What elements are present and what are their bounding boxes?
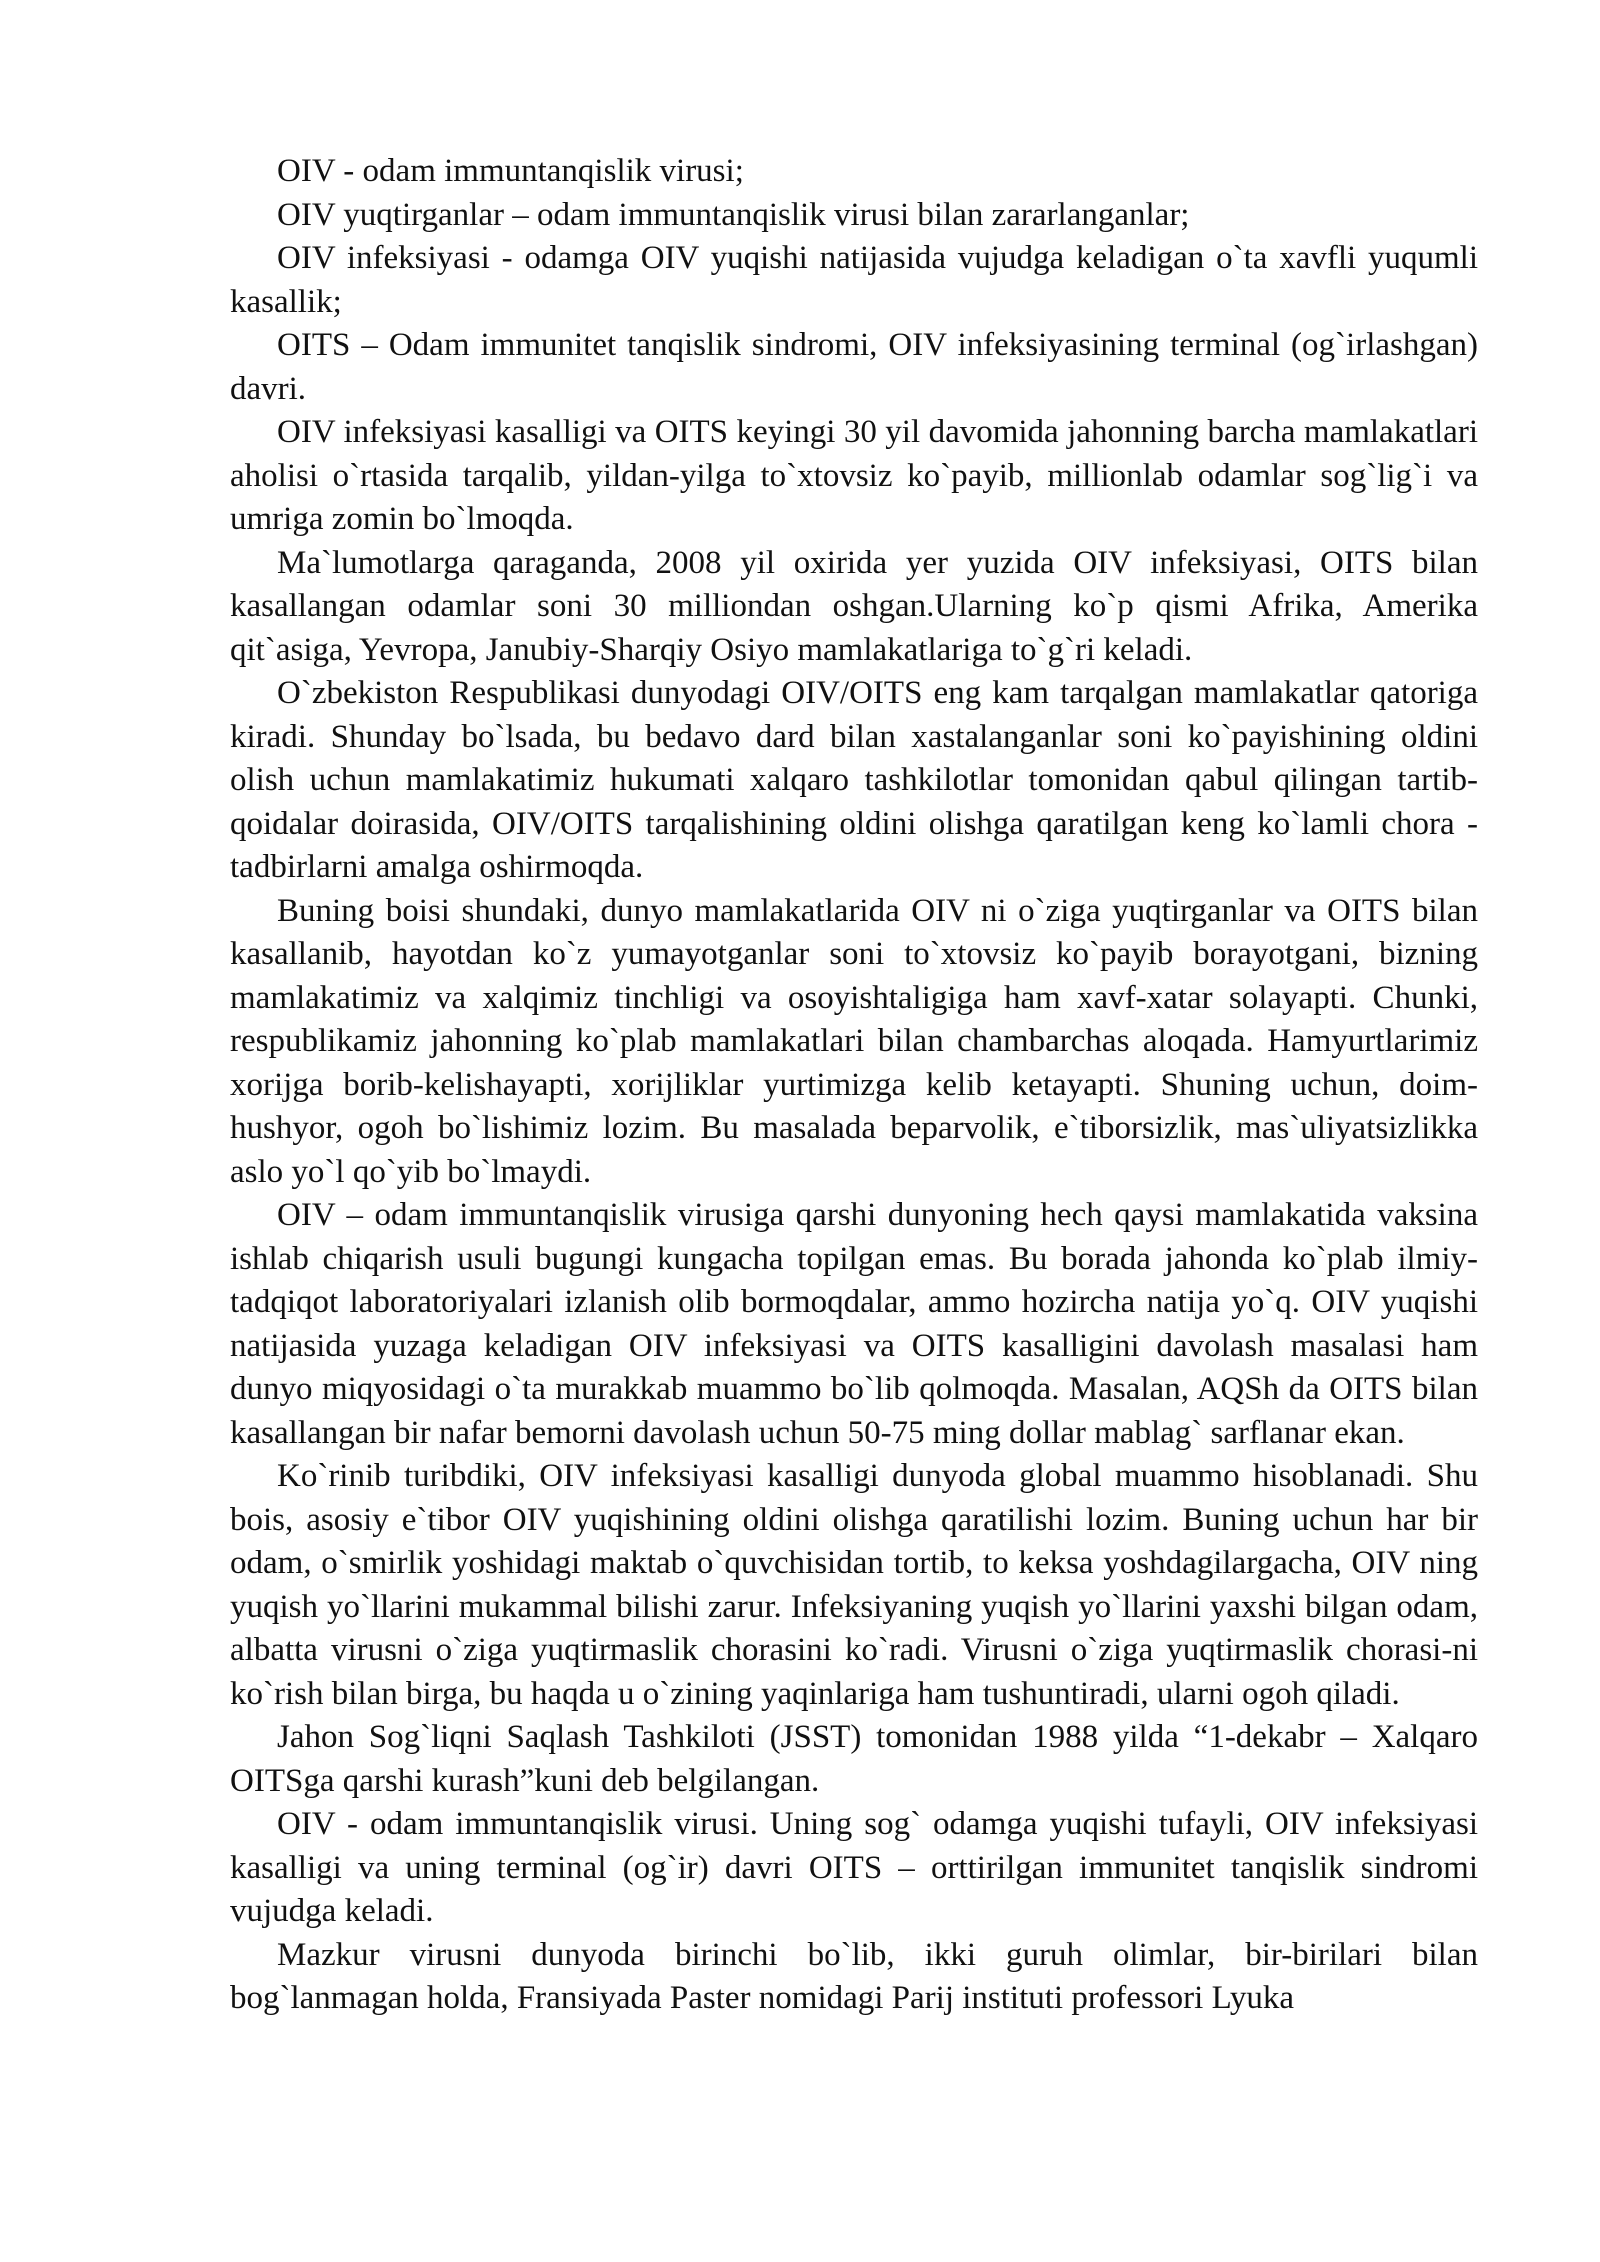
paragraph-definition-oits: OITS – Odam immunitet tanqislik sindromi, OIV infeksiyasining terminal (og`irlashgan) davri.: [230, 327, 1478, 407]
paragraph-statistics: Ma`lumotlarga qaraganda, 2008 yil oxirida yer yuzida OIV infeksiyasi, OITS bilan kasallangan odamlar soni 30 milliondan oshgan.Ularning ko`p qismi Afrika, Amerika qit`asiga, Yevropa, Janubiy-Sharqiy Osiyo mamlakatlariga to`g`ri keladi.: [230, 544, 1478, 668]
paragraph-definition-oiv: OIV - odam immuntanqislik virusi;: [277, 153, 744, 189]
paragraph-definition-oiv-infeksiyasi: OIV infeksiyasi - odamga OIV yuqishi natijasida vujudga keladigan o`ta xavfli yuqumli kasallik;: [230, 240, 1478, 320]
paragraph-reason: Buning boisi shundaki, dunyo mamlakatlarida OIV ni o`ziga yuqtirganlar va OITS bilan kasallanib, hayotdan ko`z yumayotganlar soni to`xtovsiz ko`payib borayotgani, bizning mamlakatimiz va xalqimiz tinchligi va osoyishtaligiga ham xavf-xatar solayapti. Chunki, respublikamiz jahonning ko`plab mamlakatlari bilan chambarchas aloqada. Hamyurtlarimiz xorijga borib-kelishayapti, xorijliklar yurtimizga kelib ketayapti. Shuning uchun, doim-hushyor, ogoh bo`lishimiz lozim. Bu masalada beparvolik, e`tiborsizlik, mas`uliyatsizlikka aslo yo`l qo`yib bo`lmaydi.: [230, 892, 1478, 1190]
paragraph-spread: OIV infeksiyasi kasalligi va OITS keyingi 30 yil davomida jahonning barcha mamlakatlari aholisi o`rtasida tarqalib, yildan-yilga to`xtovsiz ko`payib, millionlab odamlar sog`lig`i va umriga zomin bo`lmoqda.: [230, 414, 1478, 537]
paragraph-definition-oiv-yuqtirganlar: OIV yuqtirganlar – odam immuntanqislik virusi bilan zararlanganlar;: [277, 196, 1190, 233]
paragraph-vaccine: OIV – odam immuntanqislik virusiga qarshi dunyoning hech qaysi mamlakatida vaksina ishlab chiqarish usuli bugungi kungacha topilgan emas. Bu borada jahonda ko`plab ilmiy-tadqiqot laboratoriyalari izlanish olib bormoqdalar, ammo hozircha natija yo`q. OIV yuqishi natijasida yuzaga keladigan OIV infeksiyasi va OITS kasalligini davolash masalasi ham dunyo miqyosidagi o`ta murakkab muammo bo`lib qolmoqda. Masalan, AQSh da OITS bilan kasallangan bir nafar bemorni davolash uchun 50-75 ming dollar mablag` sarflanar ekan.: [230, 1197, 1478, 1451]
paragraph-global-problem: Ko`rinib turibdiki, OIV infeksiyasi kasalligi dunyoda global muammo hisoblanadi. Shu bois, asosiy e`tibor OIV yuqishining oldini olishga qaratilishi lozim. Buning uchun har bir odam, o`smirlik yoshidagi maktab o`quvchisidan tortib, to keksa yoshdagilargacha, OIV ning yuqish yo`llarini mukammal bilishi zarur. Infeksiyaning yuqish yo`llarini yaxshi bilgan odam, albatta virusni o`ziga yuqtirmaslik chorasini ko`radi. Virusni o`ziga yuqtirmaslik chorasi-ni ko`rish bilan birga, bu haqda u o`zining yaqinlariga ham tushuntiradi, ularni ogoh qiladi.: [230, 1458, 1478, 1712]
paragraph-uzbekistan: O`zbekiston Respublikasi dunyodagi OIV/OITS eng kam tarqalgan mamlakatlar qatoriga kiradi. Shunday bo`lsada, bu bedavo dard bilan xastalanganlar soni ko`payishining oldini olish uchun mamlakatimiz hukumati xalqaro tashkilotlar tomonidan qabul qilingan tartib-qoidalar doirasida, OIV/OITS tarqalishining oldini olishga qaratilgan keng ko`lamli chora - tadbirlarni amalga oshirmoqda.: [230, 675, 1478, 885]
document-page: [230, 150, 1478, 2021]
paragraph-discovery: Mazkur virusni dunyoda birinchi bo`lib, ikki guruh olimlar, bir-birilari bilan bog`lanmagan holda, Fransiyada Paster nomidagi Parij instituti professori Lyuka: [230, 1936, 1478, 2016]
paragraph-world-aids-day: Jahon Sog`liqni Saqlash Tashkiloti (JSST) tomonidan 1988 yilda “1-dekabr – Xalqaro OITSga qarshi kurash”kuni deb belgilangan.: [230, 1719, 1478, 1799]
paragraph-virus-definition: OIV - odam immuntanqislik virusi. Uning sog` odamga yuqishi tufayli, OIV infeksiyasi kasalligi va uning terminal (og`ir) davri OITS – orttirilgan immunitet tanqislik sindromi vujudga keladi.: [230, 1806, 1478, 1929]
